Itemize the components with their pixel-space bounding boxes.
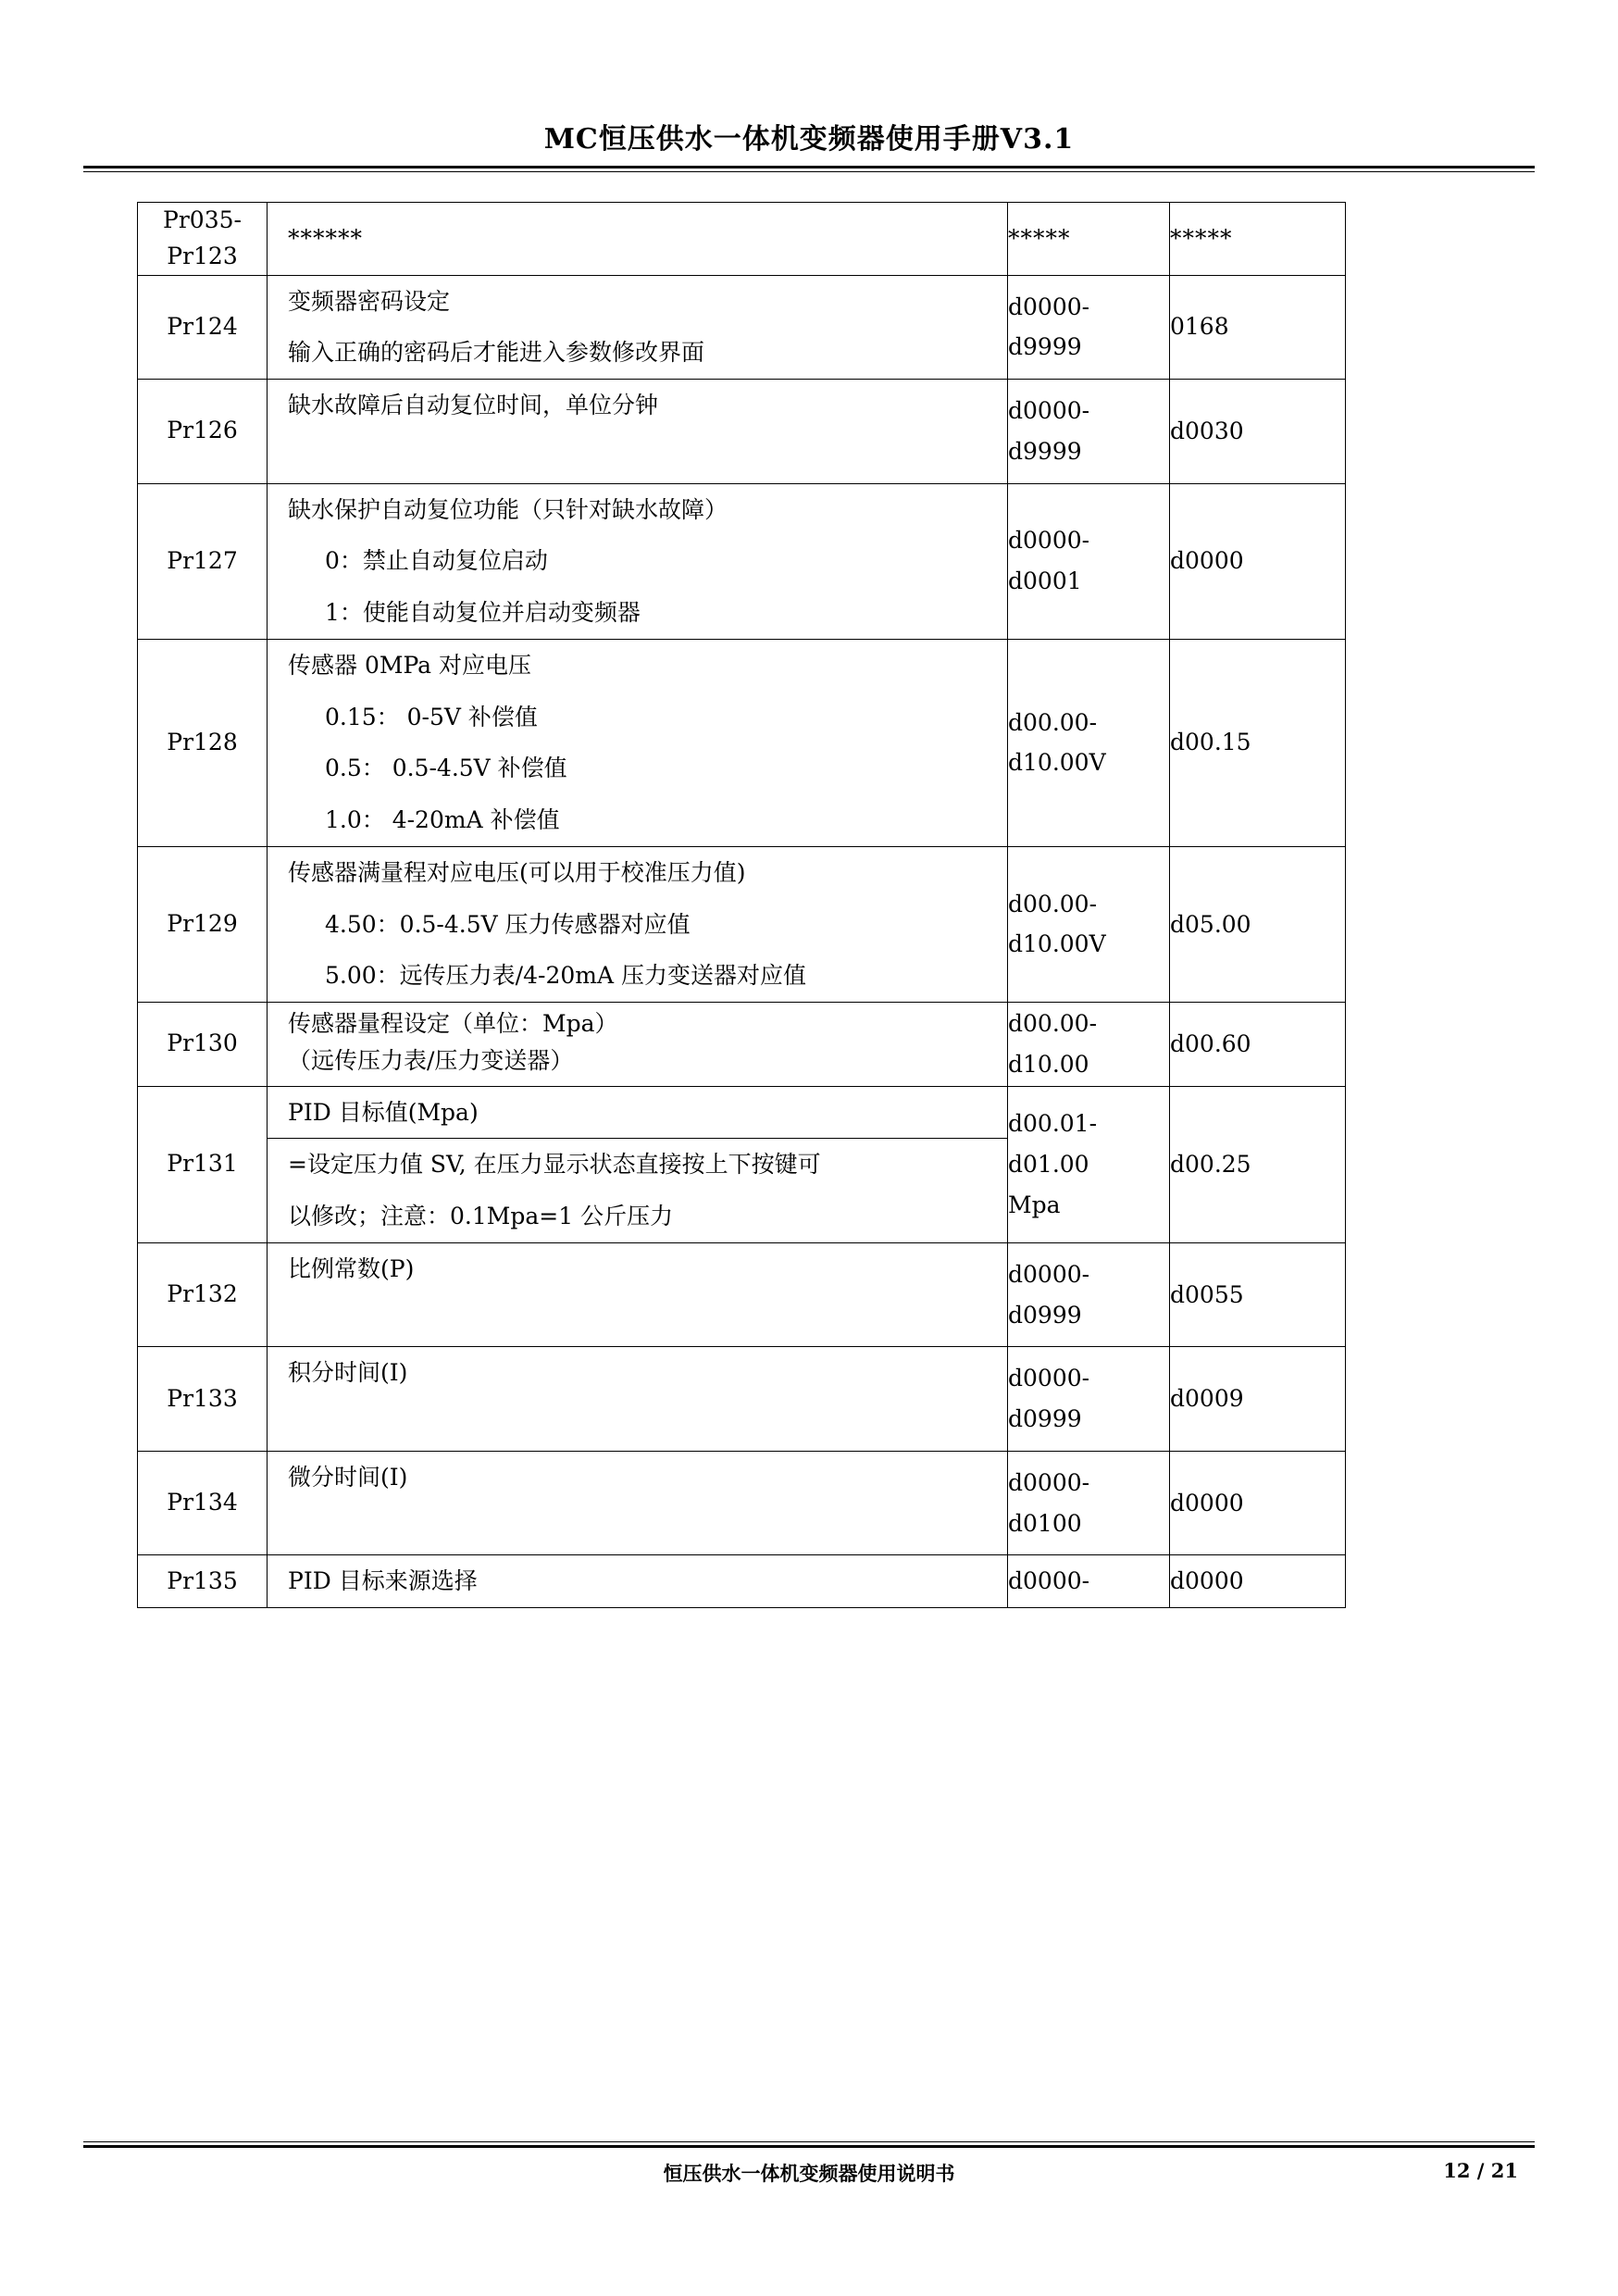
param-desc-line: 传感器满量程对应电压(可以用于校准压力值) (288, 858, 746, 886)
page-number: 12 / 21 (1443, 2159, 1518, 2182)
param-desc-line: =设定压力值 SV, 在压力显示状态直接按上下按键可 (288, 1151, 821, 1179)
table-row (138, 846, 1346, 1002)
param-range (1008, 1347, 1170, 1452)
param-range (1008, 275, 1170, 380)
param-range-line: d00.00- (1008, 708, 1098, 736)
param-code-line: Pr123 (167, 242, 238, 269)
param-range (1008, 1242, 1170, 1347)
param-range-line: d0000- (1008, 293, 1090, 320)
param-range (1008, 1555, 1170, 1608)
table-row (138, 1555, 1346, 1608)
param-default: ***** (1170, 203, 1346, 276)
param-range (1008, 846, 1170, 1002)
param-desc-line: 变频器密码设定 (288, 287, 451, 315)
param-range-line: d10.00V (1008, 930, 1106, 958)
param-range-line: d0000- (1008, 527, 1090, 555)
param-description (268, 483, 1008, 639)
param-desc-line: 输入正确的密码后才能进入参数修改界面 (288, 339, 705, 367)
param-description (268, 1555, 1008, 1608)
table-row (138, 203, 1346, 276)
param-desc-line: 积分时间(I) (288, 1359, 408, 1387)
param-code: Pr134 (138, 1451, 268, 1555)
param-range: ***** (1008, 203, 1170, 276)
param-description (268, 639, 1008, 846)
param-description (268, 1242, 1008, 1347)
param-desc-line: PID 目标来源选择 (288, 1567, 478, 1595)
param-range-line: d0000- (1008, 1365, 1090, 1392)
param-description (268, 1086, 1008, 1242)
param-desc-line-spacer (268, 1504, 1007, 1555)
param-range-line: d00.00- (1008, 890, 1098, 917)
param-range (1008, 380, 1170, 484)
param-range (1008, 1003, 1170, 1087)
param-default: d00.15 (1170, 639, 1346, 846)
param-code (138, 203, 268, 276)
table-row (138, 1242, 1346, 1347)
param-description (268, 275, 1008, 380)
param-code: Pr128 (138, 639, 268, 846)
footer-divider (83, 2141, 1535, 2148)
param-description (268, 203, 1008, 276)
param-desc-line: 微分时间(I) (288, 1463, 408, 1491)
param-desc-line: 1：使能自动复位并启动变频器 (325, 599, 641, 626)
param-desc-line: PID 目标值(Mpa) (268, 1087, 1007, 1140)
param-code: Pr135 (138, 1555, 268, 1608)
param-default: d00.60 (1170, 1003, 1346, 1087)
table-row (138, 1347, 1346, 1452)
param-default: d0000 (1170, 1555, 1346, 1608)
table-row (138, 1003, 1346, 1087)
param-range-line: d0001 (1008, 568, 1082, 595)
param-code: Pr127 (138, 483, 268, 639)
parameter-table (137, 202, 1346, 1608)
param-range-line: d9999 (1008, 333, 1082, 361)
param-range-line: d0000- (1008, 397, 1090, 424)
param-description (268, 846, 1008, 1002)
table-row (138, 483, 1346, 639)
param-desc-line: ****** (288, 224, 363, 252)
param-desc-line: （远传压力表/压力变送器） (288, 1046, 574, 1074)
param-default: d00.25 (1170, 1086, 1346, 1242)
param-desc-line: 5.00：远传压力表/4-20mA 压力变送器对应值 (325, 962, 806, 990)
param-desc-line: 缺水故障后自动复位时间，单位分钟 (288, 392, 659, 418)
param-default: d0009 (1170, 1347, 1346, 1452)
param-range-line: d10.00V (1008, 749, 1106, 777)
param-desc-line: 传感器 0MPa 对应电压 (288, 651, 532, 679)
param-range-line: d0000- (1008, 1468, 1090, 1496)
param-range-line: d0000- (1008, 1567, 1090, 1595)
param-default: d0055 (1170, 1242, 1346, 1347)
param-desc-line: 传感器量程设定（单位：Mpa） (288, 1010, 618, 1037)
param-desc-line: 0.5： 0.5-4.5V 补偿值 (325, 755, 567, 782)
param-code: Pr133 (138, 1347, 268, 1452)
param-range-line: d0100 (1008, 1509, 1082, 1537)
param-range-line: d0999 (1008, 1301, 1082, 1329)
table-row (138, 1086, 1346, 1242)
param-range-line: d0000- (1008, 1260, 1090, 1288)
header-divider (83, 166, 1535, 172)
header-title: MC恒压供水一体机变频器使用手册V3.1 (543, 123, 1075, 156)
param-range (1008, 1451, 1170, 1555)
param-code: Pr132 (138, 1242, 268, 1347)
param-default: d0000 (1170, 1451, 1346, 1555)
param-default: 0168 (1170, 275, 1346, 380)
param-code: Pr129 (138, 846, 268, 1002)
param-desc-line: 1.0： 4-20mA 补偿值 (325, 806, 560, 833)
param-default: d0000 (1170, 483, 1346, 639)
param-desc-line: 4.50：0.5-4.5V 压力传感器对应值 (325, 910, 691, 938)
table-row (138, 275, 1346, 380)
param-range-line: d00.00- (1008, 1010, 1098, 1037)
param-desc-line: 缺水保护自动复位功能（只针对缺水故障） (288, 495, 728, 523)
param-code-line: Pr035- (163, 206, 242, 233)
param-range (1008, 639, 1170, 846)
param-default: d0030 (1170, 380, 1346, 484)
param-code: Pr130 (138, 1003, 268, 1087)
param-description (268, 380, 1008, 484)
param-desc-line: 以修改；注意：0.1Mpa=1 公斤压力 (288, 1203, 674, 1229)
param-code: Pr124 (138, 275, 268, 380)
param-range (1008, 1086, 1170, 1242)
table-row (138, 1451, 1346, 1555)
param-description (268, 1347, 1008, 1452)
table-row (138, 639, 1346, 846)
param-range-line: d0999 (1008, 1405, 1082, 1432)
page-header (83, 116, 1535, 172)
param-code: Pr131 (138, 1086, 268, 1242)
param-description (268, 1003, 1008, 1087)
param-range-line: d00.01- (1008, 1110, 1098, 1137)
footer-row (83, 2155, 1535, 2187)
page-footer (83, 2141, 1535, 2187)
param-desc-line: 比例常数(P) (288, 1254, 415, 1282)
param-desc-line (268, 431, 1007, 483)
param-desc-line-spacer (268, 1295, 1007, 1347)
param-range (1008, 483, 1170, 639)
param-range-line: d01.00 (1008, 1150, 1089, 1178)
table-row (138, 380, 1346, 484)
param-desc-line-spacer (268, 1399, 1007, 1451)
param-description (268, 1451, 1008, 1555)
param-range-line: d9999 (1008, 437, 1082, 465)
footer-text: 恒压供水一体机变频器使用说明书 (663, 2162, 955, 2185)
param-default: d05.00 (1170, 846, 1346, 1002)
param-desc-line: 0.15： 0-5V 补偿值 (325, 703, 538, 730)
param-range-line: d10.00 (1008, 1050, 1089, 1078)
param-range-line: Mpa (1008, 1191, 1061, 1218)
param-desc-line: 0：禁止自动复位启动 (325, 547, 548, 575)
param-code: Pr126 (138, 380, 268, 484)
